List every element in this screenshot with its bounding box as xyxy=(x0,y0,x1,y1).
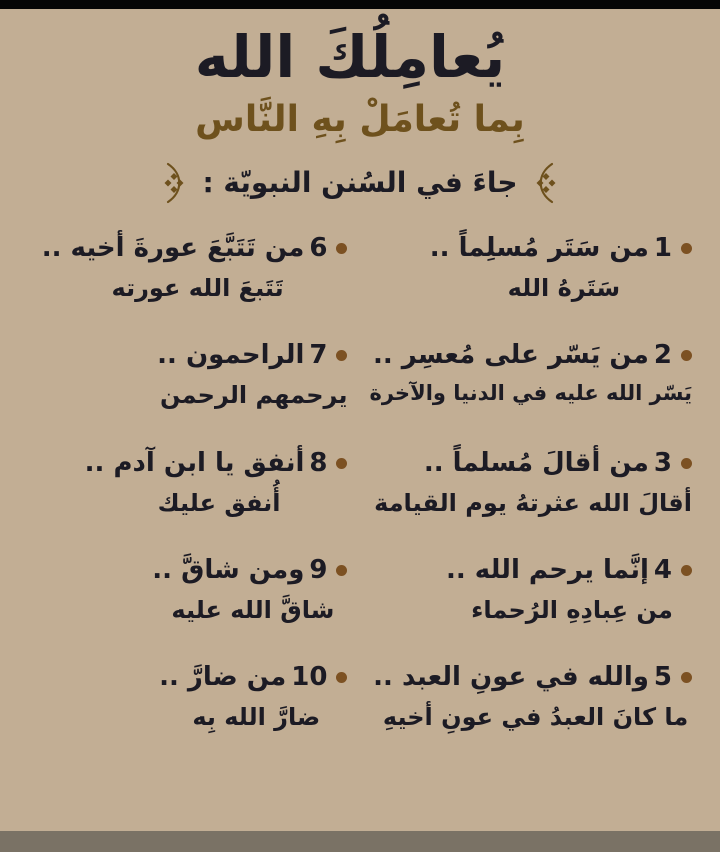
bullet-icon xyxy=(336,458,347,469)
item-text: ومن شاقَّ .. xyxy=(152,554,305,585)
list-item-6 xyxy=(42,231,348,304)
item-number: 8 xyxy=(309,447,328,478)
bullet-icon xyxy=(681,350,692,361)
top-bar xyxy=(0,0,720,9)
list-item-10 xyxy=(159,660,347,733)
item-text: أنفق يا ابن آدم .. xyxy=(84,447,305,478)
header xyxy=(0,0,720,205)
list-item-1 xyxy=(430,231,692,304)
item-text: من يَسّر على مُعسِر .. xyxy=(372,340,649,371)
bullet-icon xyxy=(336,565,347,576)
item-line1 xyxy=(446,553,692,588)
hadith-list xyxy=(0,231,720,733)
item-text: من ضارَّ .. xyxy=(159,662,287,693)
list-item-8 xyxy=(85,446,348,519)
item-text: والله في عونِ العبد .. xyxy=(373,662,649,693)
main-subtitle-calligraphy: بِما تُعامَلْ بِهِ النَّاس xyxy=(195,98,525,140)
item-number: 7 xyxy=(309,340,328,371)
item-line1 xyxy=(152,553,347,588)
floral-crescent-right-icon xyxy=(532,161,558,205)
item-text: من أقالَ مُسلماً .. xyxy=(423,447,649,478)
list-item-9 xyxy=(152,553,347,626)
item-line1 xyxy=(430,231,692,266)
list-item-5 xyxy=(373,660,692,733)
bullet-icon xyxy=(681,458,692,469)
item-number: 1 xyxy=(653,232,672,263)
item-subtext: أُنفق عليك xyxy=(157,488,281,517)
floral-crescent-left-icon xyxy=(162,161,188,205)
bullet-icon xyxy=(336,350,347,361)
item-line1 xyxy=(154,338,348,373)
item-line1 xyxy=(363,338,692,373)
item-text: من تَتَبَّعَ عورةَ أخيه .. xyxy=(41,232,305,263)
item-number: 9 xyxy=(309,554,328,585)
bullet-icon xyxy=(336,243,347,254)
item-subtext: ضارَّ الله بِه xyxy=(192,703,321,732)
item-text: الراحمون .. xyxy=(157,340,305,371)
bottom-bar xyxy=(0,831,720,852)
item-number: 4 xyxy=(653,554,672,585)
bullet-icon xyxy=(336,672,347,683)
item-number: 5 xyxy=(653,662,672,693)
item-line1 xyxy=(85,446,348,481)
item-subtext: تَتَبعَ الله عورته xyxy=(111,274,284,303)
list-item-2 xyxy=(363,338,692,411)
item-number: 3 xyxy=(653,447,672,478)
item-number: 2 xyxy=(653,340,672,371)
item-line1 xyxy=(368,446,692,481)
bullet-icon xyxy=(681,243,692,254)
item-subtext: أقالَ الله عثرتهُ يوم القيامة xyxy=(374,488,692,517)
item-number: 10 xyxy=(291,662,328,693)
item-subtext: سَتَرهُ الله xyxy=(507,274,621,303)
item-line1 xyxy=(373,660,692,695)
item-subtext: يَسّر الله عليه في الدنيا والآخرة xyxy=(369,381,692,406)
bullet-icon xyxy=(681,565,692,576)
item-text: من سَتَر مُسلِماً .. xyxy=(429,232,649,263)
item-subtext: شاقَّ الله عليه xyxy=(171,595,335,624)
list-item-3 xyxy=(368,446,692,519)
item-text: إنَّما يرحم الله .. xyxy=(446,554,649,585)
main-title-calligraphy: يُعامِلُكَ الله xyxy=(194,23,506,91)
section-heading: جاءَ في السُنن النبويّة : xyxy=(202,165,518,199)
bullet-icon xyxy=(681,672,692,683)
list-item-7 xyxy=(154,338,348,411)
section-heading-row xyxy=(0,161,720,205)
item-line1 xyxy=(42,231,348,266)
item-line1 xyxy=(159,660,347,695)
item-subtext: من عِبادِهِ الرُحماء xyxy=(471,595,673,624)
list-item-4 xyxy=(446,553,692,626)
item-subtext: يرحمهم الرحمن xyxy=(159,381,348,410)
item-subtext: ما كانَ العبدُ في عونِ أخيهِ xyxy=(382,703,689,732)
item-number: 6 xyxy=(309,232,328,263)
